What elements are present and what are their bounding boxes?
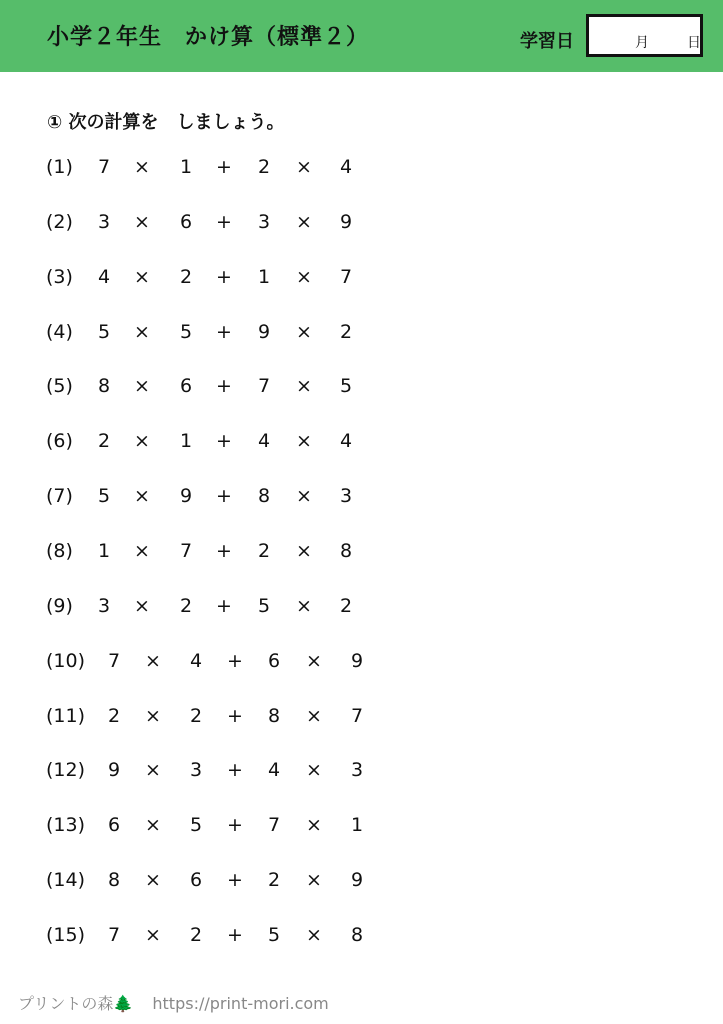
problem-operand: 9: [351, 869, 364, 892]
problem-row: [46, 369, 646, 424]
problem-operator: ×: [134, 156, 150, 178]
problem-operand: 7: [351, 704, 364, 727]
problem-operand: 9: [108, 759, 121, 782]
problem-number: (2): [46, 210, 73, 233]
problem-operator: ×: [296, 210, 312, 233]
problem-operator: ×: [145, 649, 161, 672]
problem-operand: 2: [258, 540, 271, 563]
problem-operator: ×: [145, 924, 161, 947]
problem-operator: ×: [296, 430, 312, 453]
footer: [18, 991, 329, 1014]
problem-operator: +: [216, 265, 232, 288]
date-label: 学習日: [520, 31, 574, 52]
problem-operand: 5: [340, 375, 353, 398]
problem-row: [46, 315, 646, 370]
problem-operand: 8: [258, 485, 271, 508]
problem-operand: 6: [180, 210, 193, 233]
problem-operator: +: [216, 320, 232, 343]
problem-operator: ×: [296, 485, 312, 508]
problem-operand: 7: [340, 265, 353, 288]
problem-operand: 6: [108, 814, 121, 837]
problem-operator: ×: [134, 430, 150, 453]
problem-operand: 9: [351, 649, 364, 672]
problem-number: (6): [46, 430, 73, 453]
problem-row: [46, 424, 646, 479]
problem-operand: 4: [98, 265, 111, 288]
problem-operand: 3: [340, 485, 353, 508]
problem-number: (14): [46, 869, 86, 892]
problem-operand: 4: [340, 430, 353, 453]
problem-number: (15): [46, 924, 86, 947]
problem-operator: ×: [134, 265, 150, 288]
problem-operand: 2: [340, 594, 353, 617]
problem-number: (1): [46, 156, 73, 178]
problem-number: (13): [46, 814, 86, 837]
problem-operator: ×: [296, 320, 312, 343]
problem-operand: 3: [351, 759, 364, 782]
problem-operand: 5: [268, 924, 281, 947]
problem-operand: 4: [340, 156, 353, 178]
problem-operand: 2: [340, 320, 353, 343]
day-label: 日: [687, 35, 701, 51]
problem-operand: 7: [108, 924, 121, 947]
problem-number: (9): [46, 594, 73, 617]
problem-number: (12): [46, 759, 86, 782]
problem-operator: ×: [145, 869, 161, 892]
problem-operand: 3: [258, 210, 271, 233]
problem-row: [46, 644, 646, 699]
problem-operand: 1: [258, 265, 271, 288]
problem-row: [46, 863, 646, 918]
problem-operator: +: [216, 485, 232, 508]
problem-operator: +: [216, 210, 232, 233]
problem-operator: ×: [134, 375, 150, 398]
problem-row: [46, 808, 646, 863]
problem-operand: 3: [190, 759, 203, 782]
problem-number: (7): [46, 485, 73, 508]
problem-operand: 1: [180, 156, 193, 178]
problem-operator: +: [227, 814, 243, 837]
problem-operand: 8: [351, 924, 364, 947]
problem-operator: ×: [296, 156, 312, 178]
problem-operator: ×: [296, 265, 312, 288]
problem-row: [46, 589, 646, 644]
problem-operand: 7: [180, 540, 193, 563]
problem-operator: ×: [134, 594, 150, 617]
problem-operator: ×: [306, 869, 322, 892]
problem-operator: +: [227, 759, 243, 782]
problem-operator: ×: [134, 210, 150, 233]
header-bar: [0, 0, 723, 72]
problem-operator: ×: [145, 704, 161, 727]
problem-operator: ×: [296, 375, 312, 398]
problem-row: [46, 150, 646, 205]
page-title: 小学２年生 かけ算（標準２）: [47, 25, 370, 50]
problem-operand: 2: [98, 430, 111, 453]
problem-number: (11): [46, 704, 86, 727]
instruction-text: ① 次の計算を しましょう。: [47, 112, 285, 133]
problem-operand: 2: [108, 704, 121, 727]
problem-operator: +: [227, 924, 243, 947]
problem-row: [46, 918, 646, 973]
problem-number: (5): [46, 375, 73, 398]
problem-operator: +: [227, 649, 243, 672]
problem-operand: 9: [258, 320, 271, 343]
problem-operator: ×: [306, 704, 322, 727]
problem-operand: 7: [268, 814, 281, 837]
problem-row: [46, 753, 646, 808]
problem-operand: 3: [98, 210, 111, 233]
problem-operand: 4: [258, 430, 271, 453]
problem-operand: 5: [98, 320, 111, 343]
problem-operand: 7: [108, 649, 121, 672]
problem-operand: 9: [340, 210, 353, 233]
problem-operator: ×: [134, 485, 150, 508]
problem-row: [46, 534, 646, 589]
problem-operand: 8: [98, 375, 111, 398]
problem-row: [46, 699, 646, 754]
problem-operand: 2: [190, 704, 203, 727]
problem-operator: +: [216, 594, 232, 617]
problem-number: (4): [46, 320, 73, 343]
problem-operand: 4: [190, 649, 203, 672]
problem-number: (3): [46, 265, 73, 288]
problem-operand: 5: [98, 485, 111, 508]
problem-operand: 1: [98, 540, 111, 563]
problem-operand: 5: [258, 594, 271, 617]
problem-operand: 1: [180, 430, 193, 453]
problem-operand: 7: [258, 375, 271, 398]
problem-operator: +: [227, 704, 243, 727]
problem-operator: ×: [306, 649, 322, 672]
problem-operator: ×: [145, 814, 161, 837]
problem-operator: ×: [306, 759, 322, 782]
problem-number: (8): [46, 540, 73, 563]
date-box[interactable]: [586, 14, 703, 57]
problem-operand: 2: [258, 156, 271, 178]
problem-operand: 6: [180, 375, 193, 398]
problem-operand: 9: [180, 485, 193, 508]
problem-list: [46, 150, 646, 973]
problem-row: [46, 479, 646, 534]
problem-operator: ×: [145, 759, 161, 782]
problem-operator: +: [216, 156, 232, 178]
problem-operand: 8: [268, 704, 281, 727]
problem-operator: +: [216, 540, 232, 563]
month-label: 月: [635, 35, 649, 51]
problem-operand: 7: [98, 156, 111, 178]
problem-operator: ×: [306, 814, 322, 837]
problem-operand: 6: [190, 869, 203, 892]
problem-operator: +: [216, 430, 232, 453]
problem-operator: ×: [134, 540, 150, 563]
problem-operand: 8: [108, 869, 121, 892]
problem-operator: ×: [296, 540, 312, 563]
problem-row: [46, 205, 646, 260]
footer-url[interactable]: https://print-mori.com: [152, 994, 329, 1013]
problem-operator: ×: [296, 594, 312, 617]
problem-operand: 3: [98, 594, 111, 617]
problem-number: (10): [46, 649, 86, 672]
problem-operator: ×: [134, 320, 150, 343]
problem-operand: 8: [340, 540, 353, 563]
problem-operand: 6: [268, 649, 281, 672]
problem-operand: 2: [180, 594, 193, 617]
problem-operand: 4: [268, 759, 281, 782]
problem-operand: 5: [190, 814, 203, 837]
problem-operand: 1: [351, 814, 364, 837]
footer-brand: プリントの森🌲: [18, 994, 134, 1013]
problem-row: [46, 260, 646, 315]
problem-operator: +: [227, 869, 243, 892]
problem-operand: 2: [190, 924, 203, 947]
problem-operand: 5: [180, 320, 193, 343]
problem-operand: 2: [268, 869, 281, 892]
problem-operator: ×: [306, 924, 322, 947]
problem-operator: +: [216, 375, 232, 398]
problem-operand: 2: [180, 265, 193, 288]
